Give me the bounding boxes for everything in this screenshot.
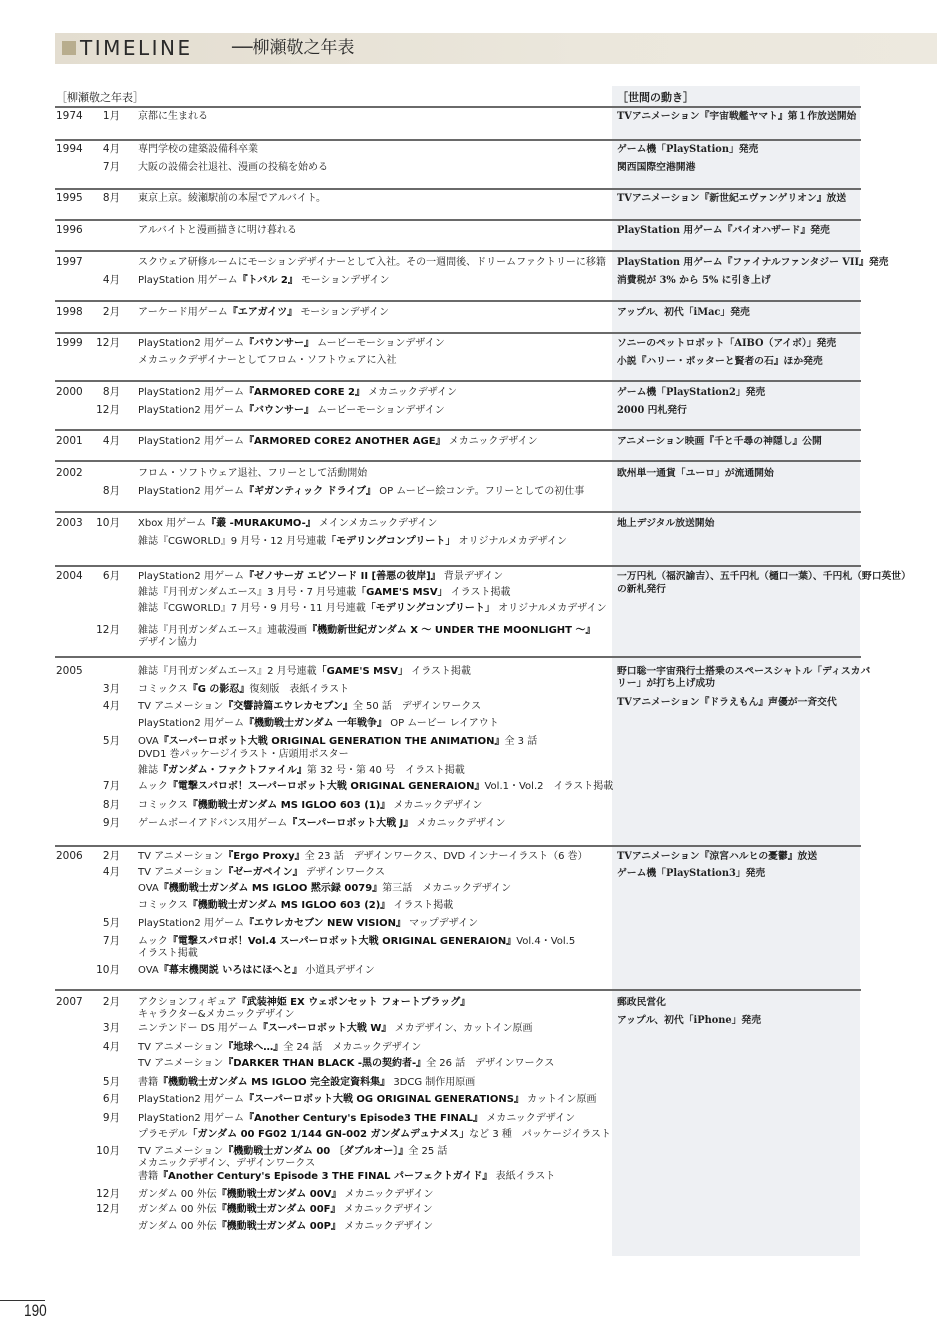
world-event: PlayStation 用ゲーム『ファイナルファンタジー VII』発売: [617, 257, 889, 268]
world-event: 郵政民営化: [617, 997, 666, 1008]
year-divider: [55, 300, 861, 302]
event-role: 第三話 メカニックデザイン: [382, 883, 512, 894]
work-title: 『機動戦士ガンダム MS IGLOO 黙示録 0079』: [158, 883, 383, 894]
event-text: [138, 1022, 533, 1035]
event-medium: PlayStation2 用ゲーム: [138, 718, 244, 729]
month-label: 4月: [102, 700, 120, 712]
page-title: TIMELINE: [80, 36, 193, 60]
month-label: 8月: [102, 485, 120, 497]
work-title: 『ARMORED CORE 2』: [243, 387, 365, 398]
work-title: 『機動戦士ガンダム 一年戦争』: [243, 718, 388, 729]
month-label: 12月: [96, 404, 120, 416]
event-description: 専門学校の建築設備科卒業: [138, 144, 258, 155]
event-text: [138, 1076, 475, 1089]
month-label: 7月: [102, 935, 120, 947]
year-divider: [55, 429, 861, 431]
event-medium: アーケード用ゲーム: [138, 307, 228, 318]
header-rule: [55, 106, 861, 108]
work-title: 『トバル 2』: [237, 275, 298, 286]
event-continuation: DVD1 巻パッケージイラスト・店頭用ポスター: [138, 749, 349, 760]
event-role: メカニックデザイン: [340, 1204, 433, 1215]
world-event: の新札発行: [617, 584, 666, 595]
month-label: 3月: [102, 683, 120, 695]
event-text: [138, 1188, 434, 1201]
event-role: イラスト掲載: [447, 587, 511, 598]
event-text: [138, 1203, 433, 1216]
event-role: メカニックデザイン: [341, 1221, 434, 1232]
month-label: 12月: [96, 1203, 120, 1215]
event-role: メインメカニックデザイン: [315, 518, 438, 529]
work-title: 『Another Century's Episode3 THE FINAL』: [243, 1113, 484, 1124]
month-label: 12月: [96, 337, 120, 349]
world-event: 一万円札（福沢諭吉）、五千円札（樋口一葉）、千円札（野口英世）: [617, 571, 911, 582]
event-medium: OVA: [138, 736, 159, 747]
event-medium: PlayStation2 用ゲーム: [138, 1113, 244, 1124]
month-label: 12月: [96, 624, 120, 636]
event-role: 小道具デザイン: [302, 965, 375, 976]
event-text: [138, 1041, 421, 1054]
event-medium: アクションフィギュア: [138, 997, 237, 1008]
event-text: [138, 1170, 555, 1183]
month-label: 8月: [102, 192, 120, 204]
year-divider: [55, 656, 861, 658]
work-title: 「ガンダム 00 FG02 1/144 GN-002 ガンダムデュナメス」: [187, 1129, 470, 1140]
event-medium: ムック: [138, 781, 168, 792]
event-text: [138, 586, 510, 599]
year-label: 1995: [56, 192, 83, 204]
month-label: 4月: [102, 1041, 120, 1053]
world-event: ゲーム機「PlayStation」発売: [617, 144, 759, 155]
month-label: 4月: [102, 274, 120, 286]
event-role: 全 50 話 デザインワークス: [352, 701, 482, 712]
world-event: ソニーのペットロボット「AIBO（アイボ）」発売: [617, 338, 837, 349]
year-label: 2004: [56, 570, 83, 582]
event-continuation: メカニックデザイン、デザインワークス: [138, 1158, 316, 1169]
work-title: 『G の影忍』: [187, 684, 250, 695]
work-title: 『ギガンティック ドライブ』: [243, 486, 377, 497]
work-title: 『幕末機関説 いろはにほへと』: [158, 965, 303, 976]
year-label: 1999: [56, 337, 83, 349]
month-label: 9月: [102, 817, 120, 829]
event-medium: ニンテンドー DS 用ゲーム: [138, 1023, 258, 1034]
month-label: 9月: [102, 1112, 120, 1124]
work-title: 『エウレカセブン NEW VISION』: [243, 918, 406, 929]
header-square-icon: [62, 41, 76, 55]
event-medium: TV アニメーション: [138, 851, 224, 862]
event-medium: ムック: [138, 936, 168, 947]
month-label: 7月: [102, 161, 120, 173]
event-continuation: デザイン協力: [138, 637, 198, 648]
event-text: [138, 964, 375, 977]
event-role: Vol.1・Vol.2 イラスト掲載: [484, 781, 614, 792]
work-title: 『Ergo Proxy』: [223, 851, 305, 862]
world-event: TVアニメーション『新世紀エヴァンゲリオン』放送: [617, 193, 847, 204]
event-role: OP ムービー絵コンテ。フリーとしての初仕事: [376, 486, 585, 497]
event-medium: PlayStation2 用ゲーム: [138, 486, 244, 497]
month-label: 5月: [102, 735, 120, 747]
world-event: アップル、初代「iMac」発売: [617, 307, 750, 318]
work-title: 『エアガイツ』: [227, 307, 298, 318]
event-medium: OVA: [138, 883, 159, 894]
year-label: 2005: [56, 665, 83, 677]
event-text: [138, 535, 567, 548]
event-medium: PlayStation2 用ゲーム: [138, 387, 244, 398]
event-role: 全 25 話: [408, 1146, 448, 1157]
work-title: 『機動新世紀ガンダム X ～ UNDER THE MOONLIGHT ～』: [307, 625, 596, 636]
event-description: メカニックデザイナーとしてフロム・ソフトウェアに入社: [138, 355, 397, 366]
event-role: メカニックデザイン: [341, 1189, 434, 1200]
work-title: 『電撃スパロボ！スーパーロボット大戦 ORIGINAL GENERAION』: [167, 781, 485, 792]
event-role: デザインワークス: [302, 867, 386, 878]
event-medium: 雑誌『月刊ガンダムエース』連載漫画: [138, 625, 308, 636]
year-label: 1997: [56, 256, 83, 268]
event-role: メカニックデザイン: [413, 818, 506, 829]
work-title: 『機動戦士ガンダム 00F』: [216, 1204, 341, 1215]
event-text: [138, 882, 511, 895]
month-label: 8月: [102, 386, 120, 398]
year-label: 2003: [56, 517, 83, 529]
event-role: メカニックデザイン: [390, 800, 483, 811]
work-title: 『機動戦士ガンダム 00P』: [216, 1221, 342, 1232]
month-label: 3月: [102, 1022, 120, 1034]
month-label: 2月: [102, 306, 120, 318]
event-role: OP ムービー レイアウト: [387, 718, 499, 729]
work-title: 「モデリングコンプリート」: [326, 536, 456, 547]
event-text: [138, 161, 328, 174]
event-medium: 雑誌『CGWORLD』9 月号・12 月号連載: [138, 536, 327, 547]
event-medium: プラモデル: [138, 1129, 188, 1140]
event-medium: 雑誌: [138, 765, 158, 776]
event-role: など 3 種 パッケージイラスト: [469, 1129, 611, 1140]
year-divider: [55, 511, 861, 513]
work-title: 『DARKER THAN BLACK -黒の契約者-』: [223, 1058, 427, 1069]
world-event: アニメーション映画『千と千尋の神隠し』公開: [617, 436, 822, 447]
event-continuation: イラスト掲載: [138, 948, 198, 959]
work-title: 『バウンサー』: [243, 405, 314, 416]
page-subtitle: ──柳瀬敬之年表: [232, 38, 355, 58]
year-divider: [55, 332, 861, 334]
event-medium: TV アニメーション: [138, 1058, 224, 1069]
event-role: モーションデザイン: [297, 307, 389, 318]
event-text: [138, 624, 595, 637]
event-text: [138, 717, 499, 730]
event-text: [138, 517, 437, 530]
event-text: [138, 467, 367, 480]
work-title: 『ARMORED CORE2 ANOTHER AGE』: [243, 436, 446, 447]
work-title: 『機動戦士ガンダム MS IGLOO 完全設定資料集』: [158, 1077, 391, 1088]
event-role: 全 26 話 デザインワークス: [426, 1058, 555, 1069]
month-label: 12月: [96, 1188, 120, 1200]
event-role: イラスト掲載: [390, 900, 454, 911]
event-description: フロム・ソフトウェア退社、フリーとして活動開始: [138, 468, 368, 479]
work-title: 『スーパーロボット大戦 W』: [257, 1023, 392, 1034]
work-title: 『地球へ…』: [223, 1042, 284, 1053]
event-medium: PlayStation 用ゲーム: [138, 275, 238, 286]
event-text: [138, 602, 607, 615]
event-role: 復刻版 表紙イラスト: [249, 684, 350, 695]
month-label: 10月: [96, 1145, 120, 1157]
year-divider: [55, 219, 861, 221]
work-title: 『Another Century's Episode 3 THE FINAL パーフェクトガイド』: [158, 1171, 493, 1182]
event-text: [138, 256, 606, 269]
year-divider: [55, 565, 861, 567]
year-label: 2002: [56, 467, 83, 479]
event-text: [138, 665, 471, 678]
event-role: カットイン原画: [523, 1094, 597, 1105]
event-text: [138, 683, 349, 696]
world-event: 欧州単一通貨「ユーロ」が流通開始: [617, 468, 774, 479]
work-title: 『機動戦士ガンダム MS IGLOO 603 (1)』: [187, 800, 391, 811]
event-text: [138, 735, 537, 748]
world-event: TVアニメーション『涼宮ハルヒの憂鬱』放送: [617, 851, 818, 862]
year-divider: [55, 380, 861, 382]
year-divider: [55, 989, 861, 991]
event-text: [138, 570, 503, 583]
event-text: [138, 850, 588, 863]
world-event: 2000 円札発行: [617, 405, 687, 416]
event-text: [138, 700, 481, 713]
event-role: 全 3 話: [504, 736, 538, 747]
event-role: 表紙イラスト: [492, 1171, 556, 1182]
year-label: 1998: [56, 306, 83, 318]
page-number: 190: [24, 1301, 47, 1320]
year-divider: [55, 460, 861, 462]
month-label: 5月: [102, 917, 120, 929]
event-text: [138, 306, 389, 319]
event-medium: PlayStation2 用ゲーム: [138, 1094, 244, 1105]
event-description: 大阪の設備会社退社、漫画の投稿を始める: [138, 162, 328, 173]
work-title: 『ゼーガペイン』: [223, 867, 303, 878]
year-label: 1974: [56, 110, 83, 122]
world-event: 関西国際空港開港: [617, 162, 696, 173]
year-label: 2007: [56, 996, 83, 1008]
year-divider: [55, 845, 861, 847]
event-role: メカニックデザイン: [364, 387, 458, 398]
event-role: メカニックデザイン: [445, 436, 538, 447]
event-role: メカデザイン、カットイン原画: [391, 1023, 533, 1034]
world-event: ゲーム機「PlayStation3」発売: [617, 868, 766, 879]
event-medium: PlayStation2 用ゲーム: [138, 918, 244, 929]
event-role: 3DCG 制作用原画: [390, 1077, 476, 1088]
event-medium: PlayStation2 用ゲーム: [138, 405, 244, 416]
event-medium: PlayStation2 用ゲーム: [138, 436, 244, 447]
event-text: [138, 935, 575, 948]
event-text: [138, 1112, 575, 1125]
event-text: [138, 143, 258, 156]
event-text: [138, 866, 385, 879]
year-divider: [55, 139, 861, 141]
world-event: 小説『ハリー・ポッターと賢者の石』ほか発売: [617, 356, 823, 367]
work-title: 「モデリングコンプリート」: [365, 603, 495, 614]
event-text: [138, 1128, 611, 1141]
month-label: 2月: [102, 850, 120, 862]
work-title: 『機動戦士ガンダム 00V』: [216, 1189, 342, 1200]
event-medium: ガンダム 00 外伝: [138, 1221, 217, 1232]
work-title: 「GAME'S MSV」: [356, 587, 448, 598]
event-role: モーションデザイン: [297, 275, 390, 286]
event-text: [138, 764, 465, 777]
event-role: オリジナルメカデザイン: [494, 603, 607, 614]
event-continuation: キャラクター&メカニックデザイン: [138, 1009, 295, 1020]
work-title: 『スーパーロボット大戦 ORIGINAL GENERATION THE ANIMATION』: [158, 736, 505, 747]
event-text: [138, 354, 397, 367]
year-label: 2000: [56, 386, 83, 398]
world-event: TVアニメーション『宇宙戦艦ヤマト』第１作放送開始: [617, 111, 857, 122]
month-label: 4月: [102, 143, 120, 155]
event-text: [138, 780, 613, 793]
world-event: ゲーム機「PlayStation2」発売: [617, 387, 766, 398]
world-event: 野口聡一宇宙飛行士搭乗のスペースシャトル「ディスカバ: [617, 666, 871, 677]
event-text: [138, 799, 482, 812]
year-label: 1994: [56, 143, 83, 155]
work-title: 『スーパーロボット大戦 OG ORIGINAL GENERATIONS』: [243, 1094, 524, 1105]
work-title: 『武装神姫 EX ウェポンセット フォートブラッグ』: [236, 997, 471, 1008]
event-text: [138, 817, 506, 830]
event-medium: コミックス: [138, 684, 188, 695]
event-role: イラスト掲載: [408, 666, 471, 677]
work-title: 『ゼノサーガ エピソード II [善悪の彼岸]』: [243, 571, 441, 582]
month-label: 5月: [102, 1076, 120, 1088]
event-medium: ゲームボーイアドバンス用ゲーム: [138, 818, 288, 829]
event-medium: Xbox 用ゲーム: [138, 518, 207, 529]
event-medium: TV アニメーション: [138, 701, 224, 712]
event-role: 第 32 号・第 40 号 イラスト掲載: [306, 765, 465, 776]
event-medium: 書籍: [138, 1077, 158, 1088]
event-medium: コミックス: [138, 800, 188, 811]
event-medium: TV アニメーション: [138, 1042, 224, 1053]
work-title: 『ガンダム・ファクトファイル』: [158, 765, 307, 776]
event-text: [138, 386, 457, 399]
event-description: 東京上京。綾瀬駅前の本屋でアルバイト。: [138, 193, 326, 204]
event-role: 全 24 話 メカニックデザイン: [283, 1042, 422, 1053]
world-event: 地上デジタル放送開始: [617, 518, 715, 529]
event-medium: TV アニメーション: [138, 867, 224, 878]
month-label: 7月: [102, 780, 120, 792]
year-label: 1996: [56, 224, 83, 236]
event-medium: ガンダム 00 外伝: [138, 1189, 217, 1200]
world-event: アップル、初代「iPhone」発売: [617, 1015, 762, 1026]
event-medium: PlayStation2 用ゲーム: [138, 338, 244, 349]
world-event: TVアニメーション『ドラえもん』声優が一斉交代: [617, 697, 837, 708]
event-role: メカニックデザイン: [483, 1113, 576, 1124]
month-label: 1月: [102, 110, 120, 122]
year-divider: [55, 250, 861, 252]
world-column-label: ［世間の動き］: [617, 91, 694, 104]
event-text: [138, 917, 478, 930]
year-label: 2001: [56, 435, 83, 447]
event-medium: 書籍: [138, 1171, 158, 1182]
event-medium: コミックス: [138, 900, 188, 911]
month-label: 6月: [102, 570, 120, 582]
month-label: 6月: [102, 1093, 120, 1105]
month-label: 4月: [102, 866, 120, 878]
work-title: 『バウンサー』: [243, 338, 314, 349]
work-title: 「GAME'S MSV」: [316, 666, 409, 677]
event-text: [138, 1220, 433, 1233]
event-text: [138, 1093, 597, 1106]
month-label: 10月: [96, 517, 120, 529]
work-title: 『機動戦士ガンダム MS IGLOO 603 (2)』: [187, 900, 391, 911]
work-title: 『機動戦士ガンダム 00 〔ダブルオー〕』: [223, 1146, 409, 1157]
month-label: 4月: [102, 435, 120, 447]
event-text: [138, 435, 538, 448]
event-text: [138, 192, 326, 205]
event-role: Vol.4・Vol.5: [516, 936, 576, 947]
event-text: [138, 274, 390, 287]
world-event: リー」が打ち上げ成功: [617, 678, 715, 689]
event-role: ムービーモーションデザイン: [313, 405, 445, 416]
event-role: ムービーモーションデザイン: [313, 338, 445, 349]
event-medium: TV アニメーション: [138, 1146, 224, 1157]
event-role: 全 23 話 デザインワークス、DVD インナーイラスト（6 巻）: [304, 851, 588, 862]
event-medium: PlayStation2 用ゲーム: [138, 571, 244, 582]
world-event: 消費税が 3% から 5% に引き上げ: [617, 275, 771, 286]
event-text: [138, 110, 208, 123]
event-text: [138, 899, 453, 912]
event-role: 背景デザイン: [440, 571, 504, 582]
timeline-column-label: ［柳瀬敬之年表］: [56, 91, 144, 104]
event-medium: OVA: [138, 965, 159, 976]
world-event: PlayStation 用ゲーム『バイオハザード』発売: [617, 225, 830, 236]
event-text: [138, 404, 445, 417]
event-medium: ガンダム 00 外伝: [138, 1204, 217, 1215]
event-description: スクウェア研修ルームにモーションデザイナーとして入社。その一週間後、ドリームファクトリーに移籍: [138, 257, 606, 268]
work-title: 『電撃スパロボ！Vol.4 スーパーロボット大戦 ORIGINAL GENERAION』: [167, 936, 517, 947]
event-text: [138, 224, 297, 237]
year-divider: [55, 188, 861, 190]
event-description: アルバイトと漫画描きに明け暮れる: [138, 225, 297, 236]
event-medium: 雑誌『CGWORLD』7 月号・9 月号・11 月号連載: [138, 603, 366, 614]
event-medium: 雑誌『月刊ガンダムエース』2 月号連載: [138, 666, 317, 677]
work-title: 『叢 -MURAKUMO-』: [206, 518, 316, 529]
work-title: 『スーパーロボット大戦 J』: [287, 818, 414, 829]
month-label: 10月: [96, 964, 120, 976]
year-label: 2006: [56, 850, 83, 862]
event-description: 京都に生まれる: [138, 111, 208, 122]
event-text: [138, 485, 584, 498]
work-title: 『交響詩篇エウレカセブン』: [223, 701, 353, 712]
event-medium: 雑誌『月刊ガンダムエース』3 月号・7 月号連載: [138, 587, 357, 598]
event-role: オリジナルメカデザイン: [455, 536, 568, 547]
event-text: [138, 1057, 554, 1070]
month-label: 8月: [102, 799, 120, 811]
month-label: 2月: [102, 996, 120, 1008]
event-text: [138, 337, 445, 350]
event-role: マップデザイン: [406, 918, 479, 929]
